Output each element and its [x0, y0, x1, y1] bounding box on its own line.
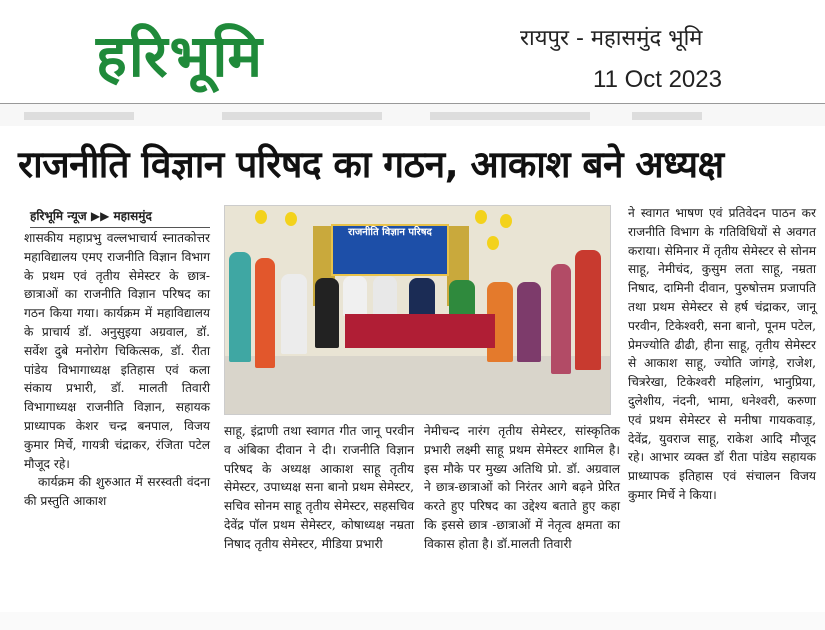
- person-figure: [343, 276, 367, 316]
- person-figure: [409, 278, 435, 318]
- article-byline: हरिभूमि न्यूज ▶▶ महासमुंद: [30, 207, 210, 228]
- person-figure: [373, 276, 397, 316]
- clipped-previous-article-strip: [0, 103, 825, 126]
- balloon-decoration: [500, 214, 512, 228]
- publication-date: 11 Oct 2023: [593, 66, 722, 93]
- balloon-decoration: [475, 210, 487, 224]
- person-figure: [575, 250, 601, 370]
- article-paragraph: नेमीचन्द नारंग तृतीय सेमेस्टर, सांस्कृतिक प्रभारी लक्ष्मी साहू प्रथम सेमेस्टर शामिल है। इस मौके पर मुख्य अतिथि प्रो. डॉ. अग्रवाल ने छात्र-छात्राओं को निरंतर आगे बढ़ने प्रेरित करते हुए परिषद का उद्देश्य बताते हुए कहा कि इससे छात्र -छात्राओं में नेतृत्व क्षमता का विकास होता है। डॉ.मालती तिवारी: [424, 424, 620, 551]
- article-paragraph: साहू, इंद्राणी तथा स्वागत गीत जानू परवीन व अंबिका दीवान ने दी। राजनीति विज्ञान परिषद के अध्यक्ष आकाश साहू तृतीय सेमेस्टर, उपाध्यक्ष सना बानो प्रथम सेमेस्टर, सचिव सोनम साहू तृतीय सेमेस्टर, सहसचिव देवेंद्र पॉल प्रथम सेमेस्टर, कोषाध्यक्ष नम्रता निषाद तृतीय सेमेस्टर, मीडिया प्रभारी: [224, 424, 414, 551]
- banner-title: राजनीति विज्ञान परिषद: [348, 227, 432, 238]
- person-figure: [551, 264, 571, 374]
- person-figure: [517, 282, 541, 362]
- article-headline: राजनीति विज्ञान परिषद का गठन, आकाश बने अध्यक्ष: [18, 143, 724, 186]
- clipped-next-article-strip: [0, 612, 825, 630]
- article-paragraph: कार्यक्रम की शुरुआत में सरस्वती वंदना की प्रस्तुति आकाश: [24, 475, 210, 509]
- person-figure: [315, 278, 339, 348]
- balloon-decoration: [255, 210, 267, 224]
- article-paragraph: शासकीय महाप्रभु वल्लभाचार्य स्नातकोत्तर महाविद्यालय एमए राजनीति विज्ञान विभाग के प्रथम एवं तृतीय सेमेस्टर के छात्र-छात्राओं का राजनीति विज्ञान परिषद का गठन किया गया। कार्यक्रम में महाविद्यालय के प्राचार्य डॉ. अनुसुइया अग्रवाल, डॉ. सर्वेश दुबे मनोरोग चिकित्सक, डॉ. रीता पांडेय विभागाध्यक्ष इतिहास एवं कला संकाय प्रभारी, डॉ. मालती तिवारी विभागाध्यक्ष राजनीति विज्ञान, सहायक प्राध्यापक केशर चन्द्र बनपाल, विजय कुमार मिर्चे, गायत्री चंद्राकर, रंजिता पटेल मौजूद रहे।: [24, 231, 210, 471]
- person-figure: [229, 252, 251, 362]
- balloon-decoration: [487, 236, 499, 250]
- stage-table: [345, 314, 495, 348]
- article-column-2: [224, 422, 414, 554]
- article-column-1: [24, 229, 210, 511]
- person-figure: [255, 258, 275, 368]
- article-column-3: [424, 422, 620, 554]
- article-column-4: [628, 204, 816, 505]
- article-paragraph: ने स्वागत भाषण एवं प्रतिवेदन पाठन कर राजनीति विभाग के गतिविधियों से अवगत कराया। सेमिनार में तृतीय सेमेस्टर से सोनम साहू, नेमीचंद, कुसुम लता साहू, नम्रता निषाद, दामिनी दीवान, पुरुषोत्तम प्रजापति तथा प्रथम सेमेस्टर से हर्ष चंद्राकर, जानू परवीन, टिकेश्वरी, सना बानो, पूनम पटेल, प्रेमज्योति ढीढी, हीना साहू, तृतीय सेमेस्टर से आकाश साहू, ज्योति जांगड़े, राजेश, चित्ररेखा, टिकेश्वरी महिलांग, भानुप्रिया, दुलेशीय, नंदनी, भामा, धनेश्वरी, करुणा एवं प्रथम सेमेस्टर से मनीषा गायकवाड़, देवेंद्र, युवराज साहू, राकेश आदि मौजूद रहे। आभार व्यक्त डॉ रीता पांडेय सहायक प्राध्यापक इतिहास एवं संचालन विजय कुमार मिर्चे ने किया।: [628, 206, 816, 502]
- person-figure: [281, 274, 307, 354]
- event-photo: [224, 205, 611, 415]
- edition-name: रायपुर - महासमुंद भूमि: [520, 26, 703, 51]
- balloon-decoration: [285, 212, 297, 226]
- event-banner: [331, 224, 449, 276]
- newspaper-logo: हरिभूमि: [96, 22, 265, 90]
